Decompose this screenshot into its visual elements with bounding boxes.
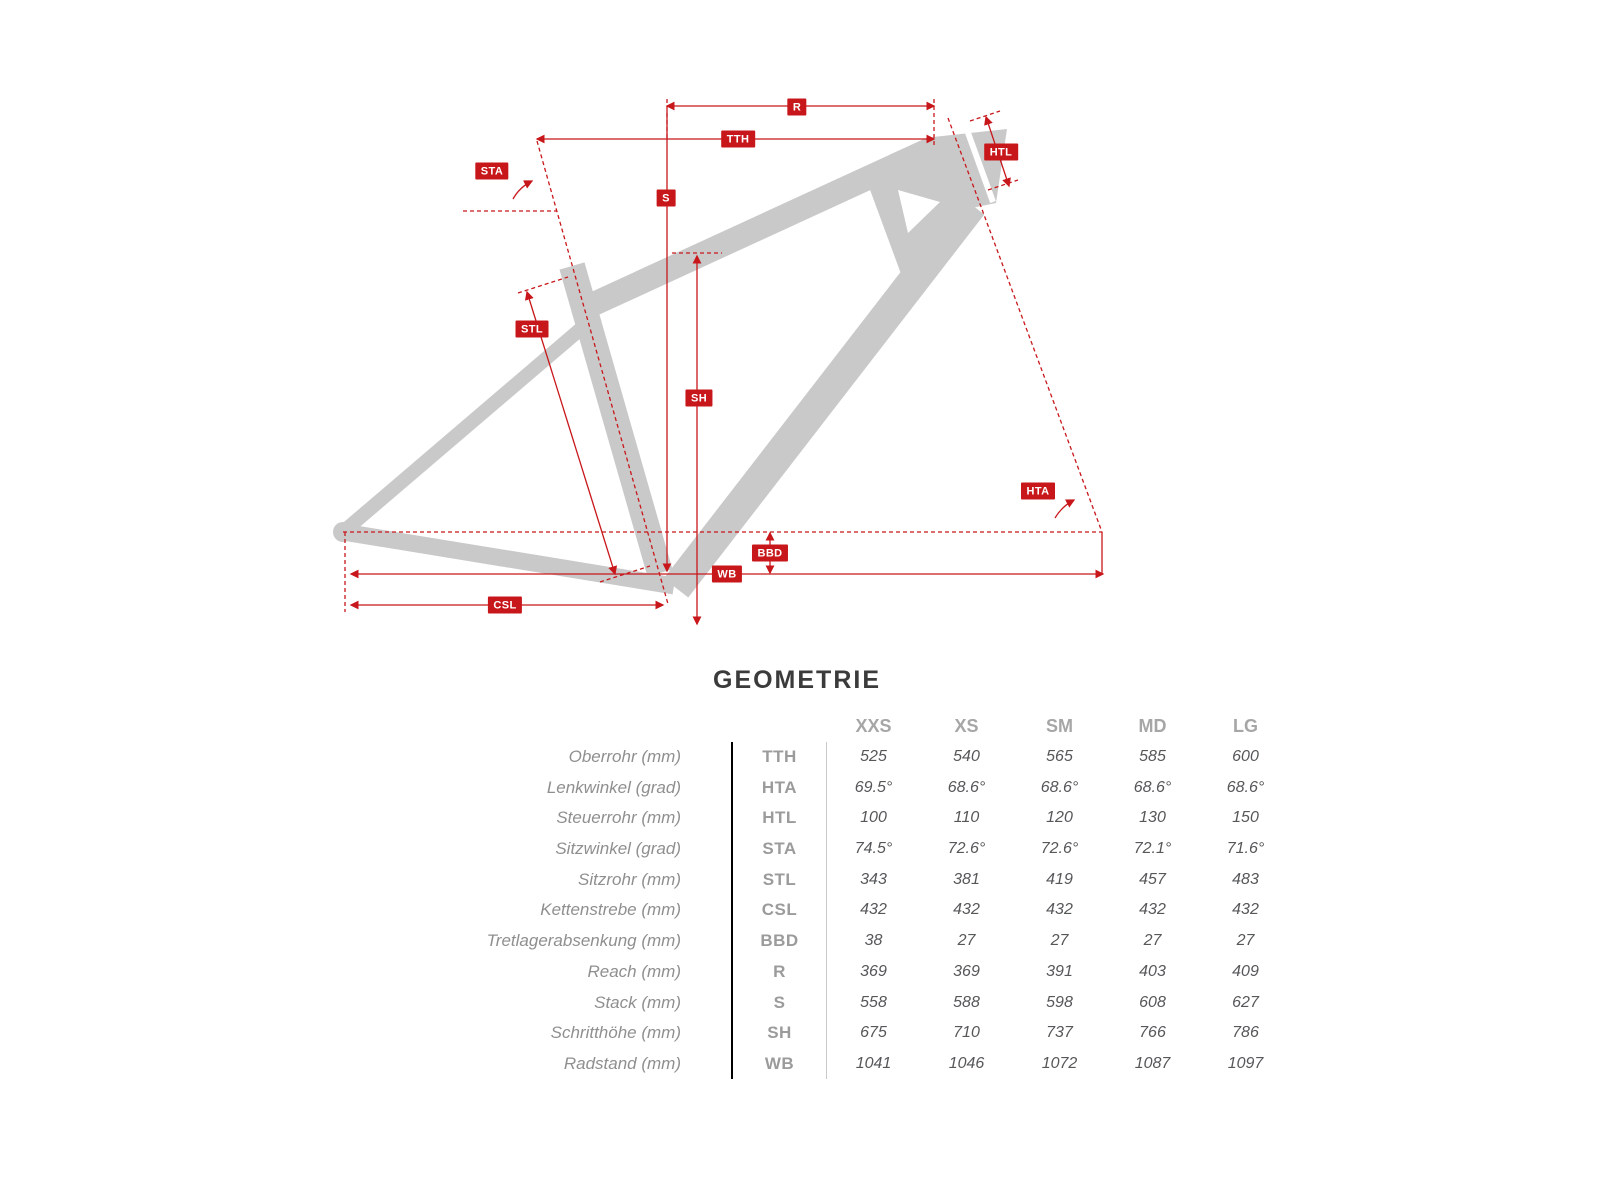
geo-value: 710: [953, 1024, 980, 1042]
geo-value: 72.6°: [947, 840, 986, 858]
geo-row-label: Lenkwinkel (grad): [546, 777, 681, 797]
dim-label-bbd: BBD: [752, 545, 788, 562]
geo-row-code: R: [731, 957, 827, 988]
dim-label-hta: HTA: [1021, 483, 1055, 500]
geo-value: 71.6°: [1226, 840, 1265, 858]
steer-axis-line: [948, 118, 1102, 532]
geo-row-label: Schritthöhe (mm): [550, 1023, 681, 1043]
geo-row-code: STL: [731, 864, 827, 895]
geo-value: 598: [1046, 993, 1073, 1011]
dim-label-tth: TTH: [721, 131, 755, 148]
geo-value: 343: [860, 870, 887, 888]
geo-value: 1097: [1227, 1054, 1264, 1072]
dim-label-sh: SH: [685, 390, 712, 407]
geo-row-code: BBD: [731, 926, 827, 957]
sta-angle-arc: [513, 181, 532, 199]
geo-value: 419: [1046, 870, 1073, 888]
down-tube: [676, 205, 972, 588]
geo-value: 737: [1046, 1024, 1073, 1042]
geo-value: 1046: [948, 1054, 985, 1072]
geo-value: 68.6°: [1040, 778, 1079, 796]
geo-row-label: Reach (mm): [587, 961, 681, 981]
geo-value: 627: [1232, 993, 1259, 1011]
geo-row-label: Sitzwinkel (grad): [555, 839, 681, 859]
geo-row-code: S: [731, 987, 827, 1018]
geo-value: 120: [1046, 809, 1073, 827]
geo-value: 381: [953, 870, 980, 888]
size-header: SM: [1046, 715, 1073, 736]
geo-value: 432: [860, 901, 887, 919]
dim-label-s: S: [657, 190, 676, 207]
geo-value: 432: [1139, 901, 1166, 919]
geo-value: 27: [1236, 932, 1255, 950]
dim-label-csl: CSL: [488, 597, 522, 614]
geo-value: 457: [1139, 870, 1166, 888]
dim-label-r: R: [787, 99, 806, 116]
geo-value: 432: [953, 901, 980, 919]
geo-value: 585: [1139, 748, 1166, 766]
geo-value: 786: [1232, 1024, 1259, 1042]
geo-row-code: HTL: [731, 803, 827, 834]
size-header: MD: [1138, 715, 1167, 736]
geo-value: 608: [1139, 993, 1166, 1011]
geo-value: 483: [1232, 870, 1259, 888]
dim-label-htl: HTL: [984, 144, 1018, 161]
geo-value: 130: [1139, 809, 1166, 827]
geo-row-label: Tretlagerabsenkung (mm): [486, 931, 681, 951]
geo-value: 600: [1232, 748, 1259, 766]
geo-value: 100: [860, 809, 887, 827]
chain-stay: [343, 532, 674, 586]
geo-row-label: Stack (mm): [594, 992, 681, 1012]
geo-value: 565: [1046, 748, 1073, 766]
geo-value: 68.6°: [1133, 778, 1172, 796]
geo-row-code: STA: [731, 834, 827, 865]
stl-top-tick: [518, 277, 568, 293]
geo-row-code: CSL: [731, 895, 827, 926]
geo-row-code: WB: [731, 1049, 827, 1080]
geo-row-code: TTH: [731, 742, 827, 773]
geo-value: 1072: [1041, 1054, 1078, 1072]
geo-value: 74.5°: [854, 840, 893, 858]
geo-value: 675: [860, 1024, 887, 1042]
geo-value: 1041: [855, 1054, 892, 1072]
table-title: GEOMETRIE: [712, 666, 882, 694]
geo-row-label: Kettenstrebe (mm): [540, 900, 681, 920]
geo-value: 558: [860, 993, 887, 1011]
hta-angle-arc: [1055, 500, 1074, 518]
seat-stay: [343, 315, 597, 532]
geo-value: 27: [1050, 932, 1069, 950]
geo-value: 432: [1046, 901, 1073, 919]
size-header: XS: [954, 715, 979, 736]
geo-value: 38: [864, 932, 883, 950]
geo-value: 432: [1232, 901, 1259, 919]
geo-value: 110: [953, 809, 980, 827]
geo-value: 72.1°: [1133, 840, 1172, 858]
dim-label-wb: WB: [712, 566, 742, 583]
geo-value: 766: [1139, 1024, 1166, 1042]
geo-value: 588: [953, 993, 980, 1011]
geo-row-label: Sitzrohr (mm): [578, 869, 681, 889]
htl-top-tick: [970, 111, 1000, 121]
header-spacer: [340, 711, 731, 741]
geo-row-code: SH: [731, 1018, 827, 1049]
size-header: XXS: [855, 715, 892, 736]
geo-value: 369: [953, 962, 980, 980]
geo-row-label: Oberrohr (mm): [568, 747, 681, 767]
geo-row-label: Radstand (mm): [563, 1053, 681, 1073]
geo-value: 540: [953, 748, 980, 766]
header-spacer: [731, 711, 827, 741]
dim-label-sta: STA: [475, 163, 508, 180]
geo-value: 27: [957, 932, 976, 950]
geo-row-label: Steuerrohr (mm): [556, 808, 681, 828]
geo-value: 1087: [1134, 1054, 1171, 1072]
size-header: LG: [1233, 715, 1258, 736]
geo-value: 27: [1143, 932, 1162, 950]
geo-value: 525: [860, 748, 887, 766]
geo-value: 391: [1046, 962, 1073, 980]
geo-value: 403: [1139, 962, 1166, 980]
geo-value: 72.6°: [1040, 840, 1079, 858]
geo-value: 150: [1232, 809, 1259, 827]
geo-value: 369: [860, 962, 887, 980]
geometry-table: [340, 711, 1292, 1079]
geo-value: 68.6°: [1226, 778, 1265, 796]
geo-value: 68.6°: [947, 778, 986, 796]
geo-value: 69.5°: [854, 778, 893, 796]
dim-label-stl: STL: [516, 321, 549, 338]
geo-value: 409: [1232, 962, 1259, 980]
geo-row-code: HTA: [731, 772, 827, 803]
